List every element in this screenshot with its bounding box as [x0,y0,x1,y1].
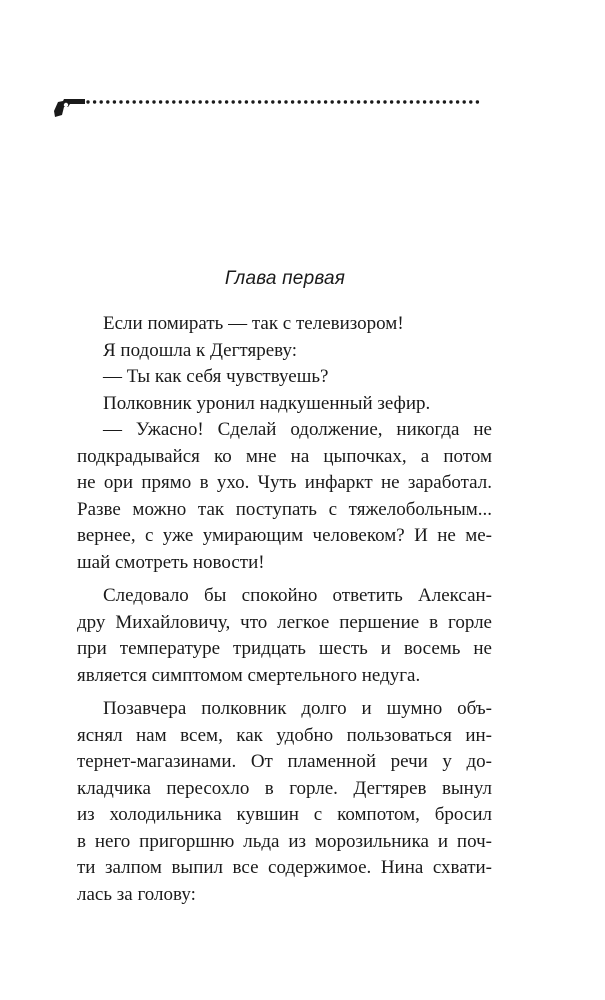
dot [218,100,221,103]
text-line: в него пригоршню льда из морозильника и поч- [77,830,492,852]
header-ornament [52,93,492,119]
dot [436,100,439,103]
dotted-rule [86,100,479,103]
dot [113,100,116,103]
dot [205,100,208,103]
text-line: лась за голову: [77,883,196,905]
dot [146,100,149,103]
dot [106,100,109,103]
dot [449,100,452,103]
dot [364,100,367,103]
text-line: кладчика пересохло в горле. Дегтярев вынул [77,777,492,799]
paragraph [77,583,492,689]
dot [152,100,155,103]
dot [284,100,287,103]
revolver-icon [54,99,85,117]
text-line: не ори прямо в ухо. Чуть инфаркт не заработал. [77,472,492,493]
dot [93,100,96,103]
dot [337,100,340,103]
dot [238,100,241,103]
paragraph [77,338,492,365]
text-line: ти залпом выпил все содержимое. Нина схвати- [77,857,492,878]
dot [397,100,400,103]
text-line: Я подошла к Дегтяреву: [103,339,297,361]
dot [212,100,215,103]
dot [377,100,380,103]
dot [357,100,360,103]
dot [298,100,301,103]
paragraph [77,696,492,908]
dot [133,100,136,103]
dot [172,100,175,103]
dot [278,100,281,103]
dot [232,100,235,103]
dot [291,100,294,103]
dot [370,100,373,103]
dot [245,100,248,103]
dot [271,100,274,103]
text-line: Разве можно так поступать с тяжелобольным... [77,498,492,520]
paragraph-gap [77,576,492,583]
dot [416,100,419,103]
chapter-title: Глава первая [224,268,346,289]
dot [456,100,459,103]
dot [344,100,347,103]
paragraph [77,364,492,391]
paragraph [77,417,492,576]
dot [199,100,202,103]
dot [430,100,433,103]
dot [331,100,334,103]
dot [383,100,386,103]
dot [192,100,195,103]
dot [423,100,426,103]
text-line: при температуре тридцать шесть и восемь не [77,638,492,659]
dot [304,100,307,103]
dot [185,100,188,103]
dot [317,100,320,103]
text-line: Полковник уронил надкушенный зефир. [103,392,431,414]
dot [251,100,254,103]
paragraph-gap [77,689,492,696]
dot [166,100,169,103]
dot [126,100,129,103]
dot [265,100,268,103]
dot [119,100,122,103]
dot [390,100,393,103]
text-line: является симптомом смертельного недуга. [77,664,421,686]
text-line: — Ужасно! Сделай одолжение, никогда не [103,419,492,440]
text-line: Следовало бы спокойно ответить Алексан- [103,585,492,606]
dot [476,100,479,103]
dot [443,100,446,103]
text-line: яснял нам всем, как удобно пользоваться ин- [77,724,492,746]
body-text [77,311,492,908]
dot [403,100,406,103]
text-line: подкрадывайся ко мне на цыпочках, а потом [77,445,492,467]
dot [159,100,162,103]
paragraph [77,311,492,338]
text-line: Позавчера полковник долго и шумно объ- [103,698,492,719]
dot [311,100,314,103]
dot [258,100,261,103]
text-line: — Ты как себя чувствуешь? [103,366,329,387]
dot [469,100,472,103]
text-line: тернет-магазинами. От пламенной речи у до- [77,751,492,772]
text-line: вернее, с уже умирающим человеком? И не ме- [77,525,492,546]
paragraph [77,391,492,418]
dot [139,100,142,103]
text-line: дру Михайловичу, что легкое першение в горле [77,611,492,633]
dot [463,100,466,103]
dot [350,100,353,103]
dot [410,100,413,103]
dot [100,100,103,103]
text-line: шай смотреть новости! [77,551,265,573]
text-line: из холодильника кувшин с компотом, бросил [77,804,492,825]
dot [179,100,182,103]
dot [225,100,228,103]
dot [86,100,89,103]
text-line: Если помирать — так с телевизором! [103,313,404,334]
dot [324,100,327,103]
header-ornament-graphic [52,93,492,119]
